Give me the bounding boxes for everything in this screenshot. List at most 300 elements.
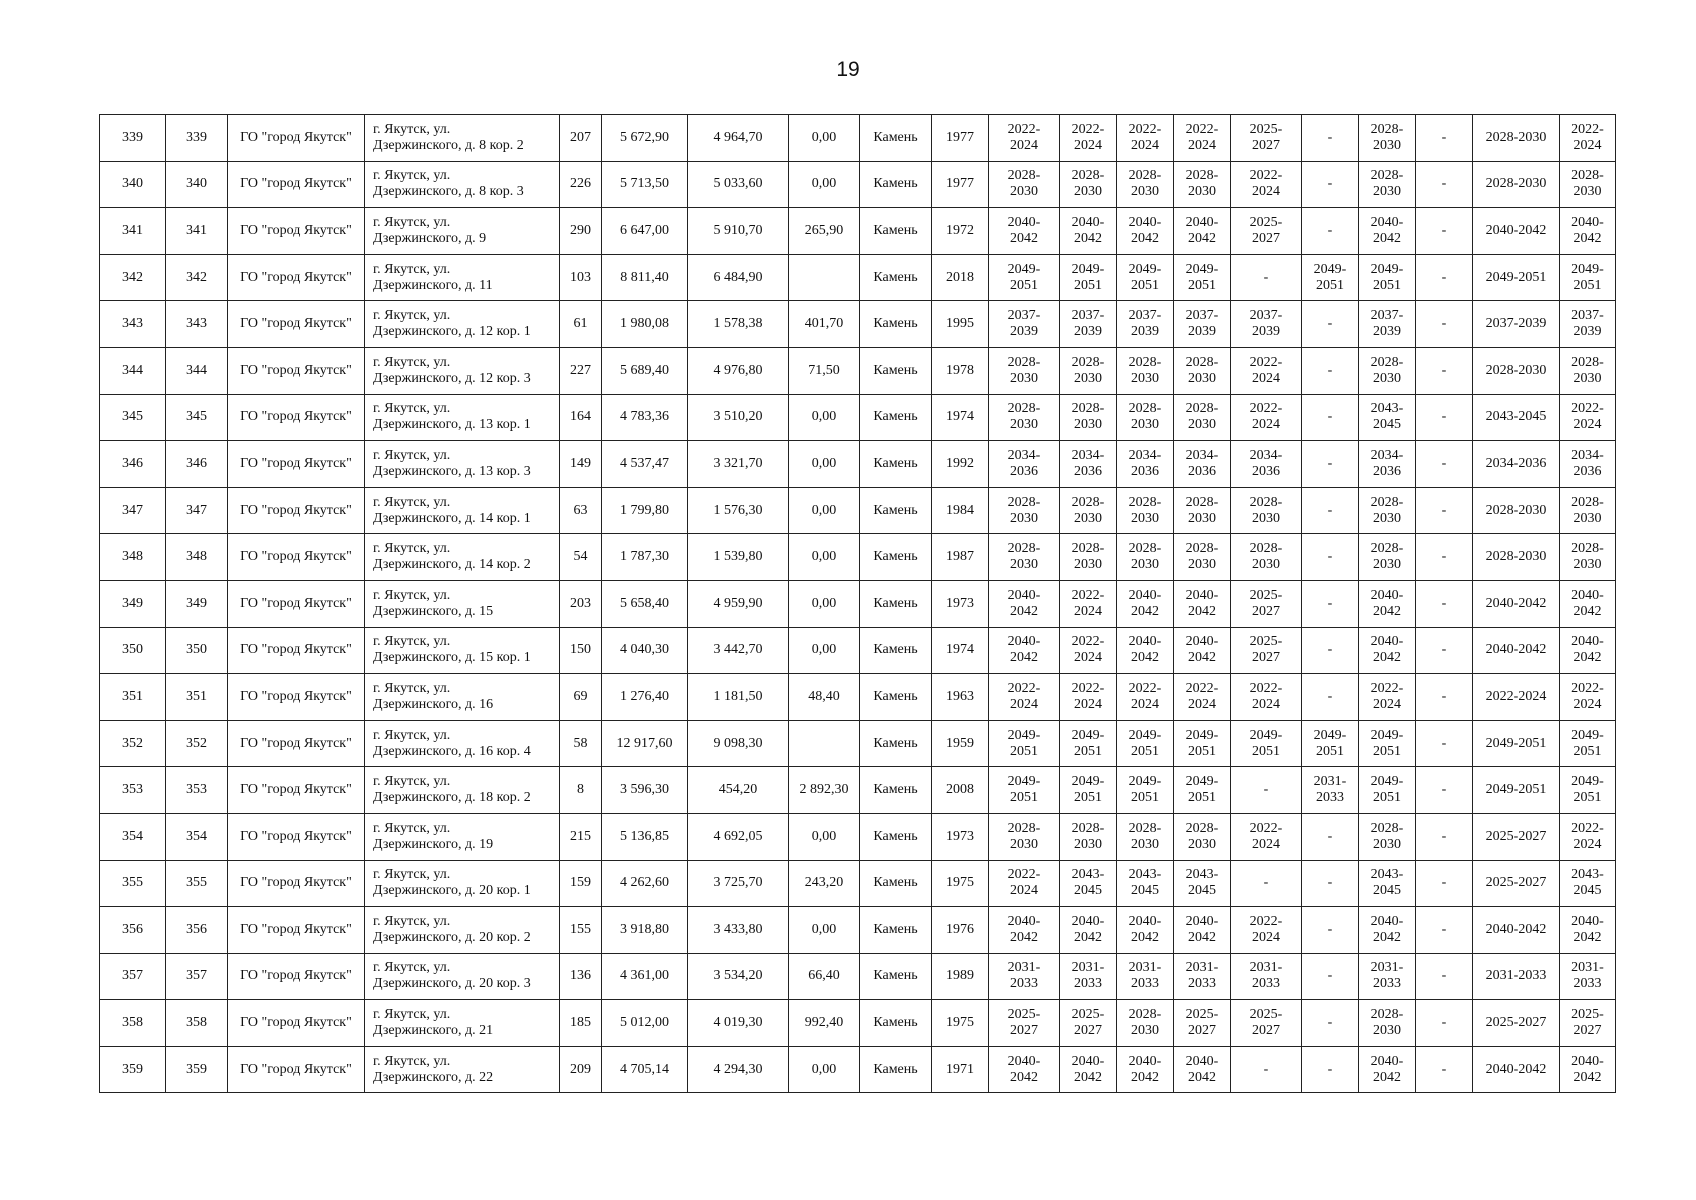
repair-period-text: 2049- 2051 <box>1007 774 1041 806</box>
repair-period-text: 2040- 2042 <box>1071 913 1105 945</box>
repair-period-cell <box>1174 580 1231 627</box>
repair-period-text: 2037- 2039 <box>1571 308 1604 340</box>
repair-period-text: - <box>1441 176 1447 192</box>
repair-period-cell <box>1560 347 1616 394</box>
repair-period-text: - <box>1441 1015 1447 1031</box>
repair-period-cell <box>1174 394 1231 441</box>
repair-period-cell <box>1473 487 1560 534</box>
repair-period-cell <box>989 953 1060 1000</box>
repair-period-text: 2049- 2051 <box>1370 261 1404 293</box>
repair-period-text: 2040- 2042 <box>1185 587 1219 619</box>
page-number: 19 <box>836 58 860 81</box>
repair-period-text: 2028- 2030 <box>1571 541 1604 573</box>
repair-period-cell <box>1174 161 1231 208</box>
repair-period-cell <box>1231 674 1302 721</box>
address-cell <box>365 301 560 348</box>
repair-period-cell <box>1231 580 1302 627</box>
repair-period-text: 2028- 2030 <box>1370 354 1404 386</box>
repair-period-cell <box>1231 161 1302 208</box>
repair-period-cell <box>1560 580 1616 627</box>
repair-period-text: 2028- 2030 <box>1185 168 1219 200</box>
list-number-cell: 349 <box>166 580 228 627</box>
repair-period-text: - <box>1263 782 1269 798</box>
total-area-cell: 4 705,14 <box>602 1046 688 1093</box>
repair-period-text: 2025- 2027 <box>1249 587 1283 619</box>
repair-period-text: 2043- 2045 <box>1071 867 1105 899</box>
repair-period-cell <box>1416 534 1473 581</box>
repair-period-text: 2028- 2030 <box>1007 168 1041 200</box>
list-number-cell: 342 <box>166 254 228 301</box>
repair-period-text: 2049- 2051 <box>1185 261 1219 293</box>
repair-period-text: - <box>1327 875 1333 891</box>
repair-period-cell <box>1231 394 1302 441</box>
repair-period-text: 2031- 2033 <box>1128 960 1162 992</box>
municipality-cell: ГО "город Якутск" <box>228 767 365 814</box>
residents-count-cell: 290 <box>560 208 602 255</box>
address-line-city: г. Якутск, ул. <box>373 354 451 370</box>
build-year-cell: 1995 <box>932 301 989 348</box>
repair-period-text: 2034- 2036 <box>1249 447 1283 479</box>
table-row <box>100 254 1616 301</box>
repair-period-text: 2037- 2039 <box>1370 308 1404 340</box>
wall-material-cell: Камень <box>860 674 932 721</box>
list-number-cell: 351 <box>166 674 228 721</box>
wall-material-cell: Камень <box>860 860 932 907</box>
total-area-cell: 3 596,30 <box>602 767 688 814</box>
repair-period-text: 2022- 2024 <box>1071 680 1105 712</box>
nonresidential-area-cell: 71,50 <box>789 347 860 394</box>
residential-area-cell: 3 510,20 <box>688 394 789 441</box>
repair-period-text: - <box>1441 828 1447 844</box>
repair-period-text: 2022- 2024 <box>1571 401 1604 433</box>
repair-period-text: 2031- 2033 <box>1071 960 1105 992</box>
table-row <box>100 674 1616 721</box>
address-line-city: г. Якутск, ул. <box>373 494 451 510</box>
repair-period-cell <box>1302 487 1359 534</box>
repair-period-text: 2022- 2024 <box>1071 634 1105 666</box>
repair-period-cell <box>989 534 1060 581</box>
repair-period-cell <box>1060 208 1117 255</box>
build-year-cell: 1959 <box>932 720 989 767</box>
build-year-cell: 1976 <box>932 907 989 954</box>
repair-period-cell <box>1359 208 1416 255</box>
address-line-street: Дзержинского, д. 8 кор. 3 <box>373 184 524 200</box>
repair-period-text: - <box>1327 688 1333 704</box>
repair-period-text: - <box>1327 642 1333 658</box>
residential-area-cell: 3 725,70 <box>688 860 789 907</box>
repair-period-text: - <box>1327 595 1333 611</box>
repair-period-text: - <box>1327 828 1333 844</box>
address-line-street: Дзержинского, д. 19 <box>373 836 494 852</box>
address-cell <box>365 487 560 534</box>
repair-period-cell <box>1473 1046 1560 1093</box>
residential-area-cell: 4 294,30 <box>688 1046 789 1093</box>
table-row <box>100 347 1616 394</box>
repair-period-cell <box>1416 1000 1473 1047</box>
repair-period-cell <box>1359 767 1416 814</box>
municipality-cell: ГО "город Якутск" <box>228 394 365 441</box>
municipality-cell: ГО "город Якутск" <box>228 1000 365 1047</box>
build-year-cell: 2008 <box>932 767 989 814</box>
repair-period-text: 2028- 2030 <box>1185 541 1219 573</box>
residential-area-cell: 454,20 <box>688 767 789 814</box>
repair-period-text: 2031- 2033 <box>1007 960 1041 992</box>
repair-period-text: 2031- 2033 <box>1370 960 1404 992</box>
repair-period-text: - <box>1441 642 1447 658</box>
repair-period-cell <box>1231 208 1302 255</box>
repair-period-text: 2040- 2042 <box>1571 913 1604 945</box>
repair-period-cell <box>1473 347 1560 394</box>
address-line-street: Дзержинского, д. 11 <box>373 277 493 293</box>
repair-period-text: 2028- 2030 <box>1007 401 1041 433</box>
repair-period-text: 2031- 2033 <box>1249 960 1283 992</box>
repair-period-cell <box>1560 208 1616 255</box>
record-number-cell: 341 <box>100 208 166 255</box>
repair-period-text: 2049- 2051 <box>1007 261 1041 293</box>
list-number-cell: 341 <box>166 208 228 255</box>
repair-period-cell <box>1473 953 1560 1000</box>
list-number-cell: 346 <box>166 441 228 488</box>
repair-period-cell <box>1117 254 1174 301</box>
municipality-cell: ГО "город Якутск" <box>228 115 365 162</box>
municipality-cell: ГО "город Якутск" <box>228 813 365 860</box>
total-area-cell: 5 658,40 <box>602 580 688 627</box>
build-year-cell: 2018 <box>932 254 989 301</box>
list-number-cell: 348 <box>166 534 228 581</box>
repair-period-text: 2028-2030 <box>1485 502 1547 518</box>
repair-period-cell <box>1231 1046 1302 1093</box>
repair-period-text: 2040- 2042 <box>1370 913 1404 945</box>
repair-period-text: 2037- 2039 <box>1128 308 1162 340</box>
table-row <box>100 813 1616 860</box>
address-cell <box>365 953 560 1000</box>
repair-period-text: 2028- 2030 <box>1249 494 1283 526</box>
repair-period-cell <box>1302 720 1359 767</box>
repair-period-cell <box>1060 907 1117 954</box>
repair-period-text: 2049- 2051 <box>1571 727 1604 759</box>
repair-period-text: - <box>1327 222 1333 238</box>
repair-period-cell <box>1231 813 1302 860</box>
repair-period-text: 2022- 2024 <box>1007 121 1041 153</box>
repair-period-cell <box>1560 1000 1616 1047</box>
repair-period-text: 2040- 2042 <box>1128 214 1162 246</box>
repair-period-cell <box>1473 161 1560 208</box>
municipality-cell: ГО "город Якутск" <box>228 1046 365 1093</box>
repair-period-cell <box>1560 767 1616 814</box>
wall-material-cell: Камень <box>860 254 932 301</box>
address-line-street: Дзержинского, д. 20 кор. 1 <box>373 883 531 899</box>
repair-period-cell <box>1231 301 1302 348</box>
repair-period-cell <box>1231 347 1302 394</box>
residents-count-cell: 227 <box>560 347 602 394</box>
repair-period-cell <box>1060 580 1117 627</box>
repair-period-cell <box>1473 115 1560 162</box>
residents-count-cell: 8 <box>560 767 602 814</box>
address-cell <box>365 813 560 860</box>
list-number-cell: 339 <box>166 115 228 162</box>
residents-count-cell: 69 <box>560 674 602 721</box>
list-number-cell: 353 <box>166 767 228 814</box>
repair-period-text: 2049- 2051 <box>1071 261 1105 293</box>
repair-period-cell <box>1117 115 1174 162</box>
repair-period-text: - <box>1441 688 1447 704</box>
repair-period-text: 2043- 2045 <box>1571 867 1604 899</box>
residential-area-cell: 1 576,30 <box>688 487 789 534</box>
residential-area-cell: 3 442,70 <box>688 627 789 674</box>
address-line-city: г. Якутск, ул. <box>373 634 451 650</box>
repair-period-text: 2022- 2024 <box>1249 401 1283 433</box>
residential-area-cell: 4 692,05 <box>688 813 789 860</box>
nonresidential-area-cell: 243,20 <box>789 860 860 907</box>
nonresidential-area-cell: 0,00 <box>789 534 860 581</box>
repair-period-cell <box>1473 441 1560 488</box>
repair-period-cell <box>1231 627 1302 674</box>
repair-period-cell <box>1060 674 1117 721</box>
repair-period-cell <box>1117 860 1174 907</box>
repair-period-cell <box>1416 487 1473 534</box>
address-line-city: г. Якутск, ул. <box>373 401 451 417</box>
address-line-street: Дзержинского, д. 21 <box>373 1023 494 1039</box>
repair-period-cell <box>1231 953 1302 1000</box>
repair-period-cell <box>1117 208 1174 255</box>
table-row <box>100 161 1616 208</box>
repair-period-cell <box>1473 394 1560 441</box>
repair-period-cell <box>989 115 1060 162</box>
repair-period-text: 2049- 2051 <box>1071 774 1105 806</box>
repair-period-text: 2049- 2051 <box>1071 727 1105 759</box>
repair-period-cell <box>1174 487 1231 534</box>
repair-period-cell <box>1302 953 1359 1000</box>
table-row <box>100 953 1616 1000</box>
repair-period-cell <box>1117 301 1174 348</box>
total-area-cell: 1 799,80 <box>602 487 688 534</box>
address-line-city: г. Якутск, ул. <box>373 774 451 790</box>
address-line-city: г. Якутск, ул. <box>373 867 451 883</box>
build-year-cell: 1972 <box>932 208 989 255</box>
repair-period-cell <box>1117 907 1174 954</box>
repair-period-cell <box>1359 860 1416 907</box>
repair-period-text: 2043- 2045 <box>1185 867 1219 899</box>
address-line-city: г. Якутск, ул. <box>373 587 451 603</box>
residential-area-cell: 6 484,90 <box>688 254 789 301</box>
nonresidential-area-cell: 0,00 <box>789 1046 860 1093</box>
table-row <box>100 860 1616 907</box>
address-cell <box>365 347 560 394</box>
repair-period-text: 2025- 2027 <box>1249 214 1283 246</box>
residential-area-cell: 3 321,70 <box>688 441 789 488</box>
nonresidential-area-cell: 0,00 <box>789 161 860 208</box>
repair-period-cell <box>1473 720 1560 767</box>
repair-period-cell <box>1302 674 1359 721</box>
repair-period-text: - <box>1327 1061 1333 1077</box>
repair-period-cell <box>1174 208 1231 255</box>
repair-period-cell <box>1416 953 1473 1000</box>
repair-period-text: 2040- 2042 <box>1571 1053 1604 1085</box>
repair-period-text: 2040-2042 <box>1485 642 1547 658</box>
address-line-city: г. Якутск, ул. <box>373 1007 451 1023</box>
repair-period-cell <box>1231 254 1302 301</box>
repair-period-text: 2040- 2042 <box>1007 634 1041 666</box>
record-number-cell: 355 <box>100 860 166 907</box>
list-number-cell: 354 <box>166 813 228 860</box>
address-line-city: г. Якутск, ул. <box>373 960 451 976</box>
wall-material-cell: Камень <box>860 347 932 394</box>
repair-period-cell <box>1359 1046 1416 1093</box>
repair-period-cell <box>1231 860 1302 907</box>
repair-period-text: 2049-2051 <box>1485 782 1547 798</box>
residents-count-cell: 63 <box>560 487 602 534</box>
repair-period-cell <box>1060 534 1117 581</box>
repair-period-text: 2022- 2024 <box>1249 820 1283 852</box>
address-cell <box>365 208 560 255</box>
wall-material-cell: Камень <box>860 1000 932 1047</box>
repair-period-cell <box>1560 301 1616 348</box>
repair-period-text: 2040- 2042 <box>1571 214 1604 246</box>
repair-period-cell <box>1060 161 1117 208</box>
repair-period-cell <box>1117 161 1174 208</box>
build-year-cell: 1987 <box>932 534 989 581</box>
residents-count-cell: 203 <box>560 580 602 627</box>
build-year-cell: 1992 <box>932 441 989 488</box>
repair-period-cell <box>1359 115 1416 162</box>
nonresidential-area-cell: 0,00 <box>789 813 860 860</box>
wall-material-cell: Камень <box>860 1046 932 1093</box>
nonresidential-area-cell: 992,40 <box>789 1000 860 1047</box>
repair-period-cell <box>1359 487 1416 534</box>
address-line-city: г. Якутск, ул. <box>373 913 451 929</box>
municipality-cell: ГО "город Якутск" <box>228 208 365 255</box>
table-row <box>100 720 1616 767</box>
residents-count-cell: 155 <box>560 907 602 954</box>
residents-count-cell: 149 <box>560 441 602 488</box>
repair-period-text: 2031-2033 <box>1485 968 1547 984</box>
repair-period-cell <box>989 161 1060 208</box>
record-number-cell: 356 <box>100 907 166 954</box>
address-line-city: г. Якутск, ул. <box>373 1053 451 1069</box>
repair-period-cell <box>1174 627 1231 674</box>
municipality-cell: ГО "город Якутск" <box>228 907 365 954</box>
repair-period-text: 2028- 2030 <box>1571 168 1604 200</box>
repair-period-text: 2028- 2030 <box>1571 354 1604 386</box>
repair-period-text: 2022- 2024 <box>1370 680 1404 712</box>
address-cell <box>365 1000 560 1047</box>
repair-period-cell <box>989 394 1060 441</box>
municipality-cell: ГО "город Якутск" <box>228 441 365 488</box>
repair-period-cell <box>1117 534 1174 581</box>
address-cell <box>365 441 560 488</box>
repair-period-text: 2034- 2036 <box>1571 447 1604 479</box>
repair-period-text: 2028- 2030 <box>1128 1007 1162 1039</box>
address-line-city: г. Якутск, ул. <box>373 541 451 557</box>
address-line-city: г. Якутск, ул. <box>373 214 451 230</box>
repair-period-text: 2040- 2042 <box>1370 1053 1404 1085</box>
total-area-cell: 4 537,47 <box>602 441 688 488</box>
repair-period-text: 2025-2027 <box>1485 828 1547 844</box>
address-line-street: Дзержинского, д. 20 кор. 2 <box>373 929 531 945</box>
wall-material-cell: Камень <box>860 720 932 767</box>
residents-count-cell: 185 <box>560 1000 602 1047</box>
repair-period-cell <box>1359 674 1416 721</box>
table-row <box>100 487 1616 534</box>
repair-period-cell <box>1359 534 1416 581</box>
address-cell <box>365 534 560 581</box>
repair-period-text: 2049- 2051 <box>1370 727 1404 759</box>
residential-area-cell: 9 098,30 <box>688 720 789 767</box>
repair-period-text: 2040- 2042 <box>1007 1053 1041 1085</box>
repair-period-cell <box>1117 580 1174 627</box>
repair-period-text: 2028- 2030 <box>1128 820 1162 852</box>
repair-period-cell <box>1560 115 1616 162</box>
repair-period-cell <box>1117 720 1174 767</box>
repair-period-cell <box>1416 347 1473 394</box>
repair-period-cell <box>1416 627 1473 674</box>
repair-period-text: 2040- 2042 <box>1370 587 1404 619</box>
municipality-cell: ГО "город Якутск" <box>228 534 365 581</box>
repair-period-text: 2049- 2051 <box>1571 261 1604 293</box>
repair-period-text: 2028- 2030 <box>1370 168 1404 200</box>
repair-period-cell <box>1416 720 1473 767</box>
address-cell <box>365 254 560 301</box>
repair-period-text: 2040- 2042 <box>1007 913 1041 945</box>
address-line-city: г. Якутск, ул. <box>373 308 451 324</box>
address-line-street: Дзержинского, д. 16 <box>373 696 494 712</box>
nonresidential-area-cell: 0,00 <box>789 580 860 627</box>
repair-period-cell <box>1174 907 1231 954</box>
nonresidential-area-cell: 401,70 <box>789 301 860 348</box>
repair-period-cell <box>1060 394 1117 441</box>
repair-period-cell <box>1231 487 1302 534</box>
repair-period-cell <box>989 674 1060 721</box>
repair-period-cell <box>1060 347 1117 394</box>
repair-period-text: 2043- 2045 <box>1128 867 1162 899</box>
record-number-cell: 340 <box>100 161 166 208</box>
repair-period-text: 2037- 2039 <box>1071 308 1105 340</box>
repair-period-cell <box>1416 208 1473 255</box>
repair-period-cell <box>1174 254 1231 301</box>
repair-period-text: 2022- 2024 <box>1249 354 1283 386</box>
residents-count-cell: 164 <box>560 394 602 441</box>
address-line-street: Дзержинского, д. 15 кор. 1 <box>373 650 531 666</box>
build-year-cell: 1975 <box>932 860 989 907</box>
repair-period-cell <box>1473 860 1560 907</box>
repair-period-text: - <box>1441 1061 1447 1077</box>
repair-period-text: - <box>1441 549 1447 565</box>
municipality-cell: ГО "город Якутск" <box>228 254 365 301</box>
wall-material-cell: Камень <box>860 441 932 488</box>
repair-period-text: 2028- 2030 <box>1071 541 1105 573</box>
build-year-cell: 1971 <box>932 1046 989 1093</box>
build-year-cell: 1973 <box>932 580 989 627</box>
repair-period-cell <box>989 767 1060 814</box>
repair-period-cell <box>1416 161 1473 208</box>
address-line-street: Дзержинского, д. 16 кор. 4 <box>373 743 531 759</box>
record-number-cell: 346 <box>100 441 166 488</box>
repair-period-text: - <box>1327 1015 1333 1031</box>
repair-period-text: 2028- 2030 <box>1071 820 1105 852</box>
repair-period-text: 2028- 2030 <box>1128 401 1162 433</box>
repair-period-text: - <box>1327 549 1333 565</box>
municipality-cell: ГО "город Якутск" <box>228 580 365 627</box>
repair-period-text: - <box>1327 316 1333 332</box>
repair-period-cell <box>1416 580 1473 627</box>
repair-period-text: 2022- 2024 <box>1249 913 1283 945</box>
repair-period-text: 2028-2030 <box>1485 549 1547 565</box>
repair-period-cell <box>1359 1000 1416 1047</box>
residents-count-cell: 207 <box>560 115 602 162</box>
repair-period-text: 2022- 2024 <box>1128 680 1162 712</box>
list-number-cell: 344 <box>166 347 228 394</box>
municipality-cell: ГО "город Якутск" <box>228 161 365 208</box>
